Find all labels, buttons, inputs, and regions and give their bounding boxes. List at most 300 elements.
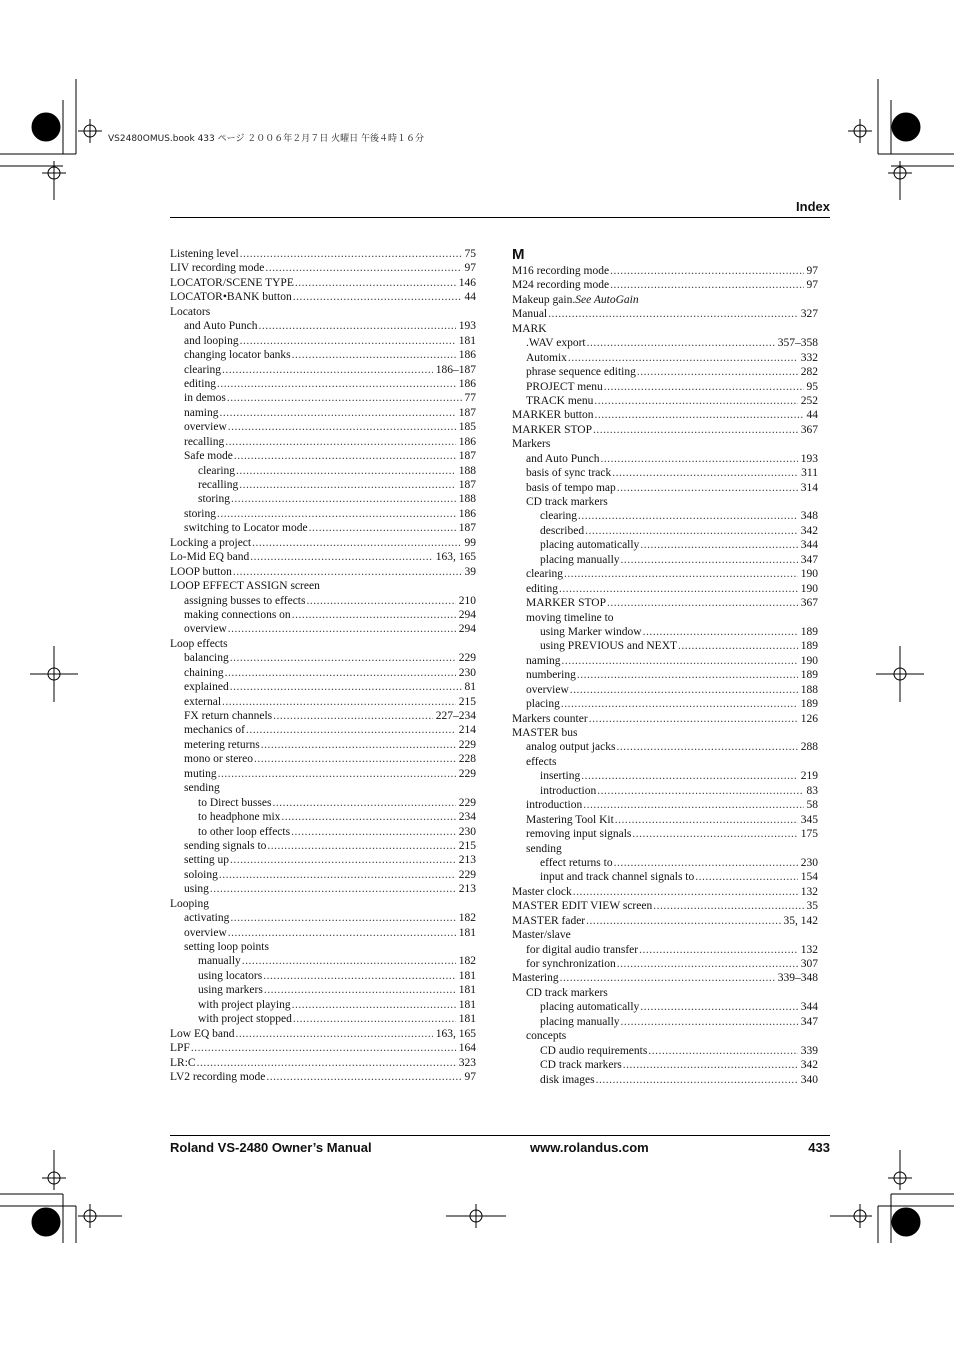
entry-term: CD track markers — [526, 496, 608, 508]
dot-leader — [614, 856, 798, 870]
index-entry — [170, 781, 476, 795]
entry-term: inserting — [540, 770, 581, 783]
entry-term: Automix — [526, 351, 567, 364]
page-reference: 347 — [800, 553, 818, 566]
index-entry — [170, 276, 476, 290]
dot-leader — [258, 319, 455, 333]
index-entry — [512, 928, 818, 942]
page-reference: 234 — [458, 811, 476, 824]
index-entry — [512, 769, 818, 783]
entry-term: sending — [184, 782, 220, 795]
index-entry — [512, 365, 818, 379]
entry-term: soloing — [184, 868, 218, 881]
footer-website: www.rolandus.com — [530, 1140, 649, 1155]
dot-leader — [291, 825, 456, 839]
page-reference: 227–234 — [435, 710, 476, 722]
dot-leader — [640, 1000, 797, 1014]
index-entry — [512, 726, 818, 740]
entry-term: using — [184, 883, 209, 896]
page-reference: 181 — [458, 969, 476, 982]
page-reference: 189 — [800, 669, 818, 682]
index-entry — [512, 278, 818, 292]
index-entry — [512, 596, 818, 610]
entry-term: naming — [526, 654, 561, 667]
dot-leader — [583, 798, 803, 812]
index-entry — [170, 420, 476, 434]
dot-leader — [562, 654, 798, 668]
index-entry — [512, 293, 818, 307]
entry-term: manually — [198, 955, 241, 968]
dot-leader — [261, 738, 456, 752]
page-reference: 339–348 — [777, 972, 818, 985]
index-entry — [170, 767, 476, 781]
page-reference: 213 — [458, 883, 476, 896]
entry-term: FX return channels — [184, 710, 273, 722]
page-reference: 190 — [800, 654, 818, 667]
page-reference: 340 — [800, 1073, 818, 1086]
entry-term: activating — [184, 912, 230, 925]
page-reference: 193 — [800, 452, 818, 465]
entry-term: CD track markers — [540, 1059, 622, 1072]
index-entry — [512, 856, 818, 870]
entry-term: explained — [184, 681, 229, 694]
page-reference: 146 — [458, 276, 476, 289]
index-entry — [512, 885, 818, 899]
footer-page-number: 433 — [808, 1140, 830, 1155]
dot-leader — [560, 971, 775, 985]
index-entry — [170, 492, 476, 506]
entry-term: .WAV export — [526, 337, 586, 350]
index-entry — [512, 914, 818, 928]
entry-term: to headphone mix — [198, 811, 281, 824]
entry-term: placing automatically — [540, 539, 640, 552]
dot-leader — [594, 408, 803, 422]
page-reference: 97 — [464, 262, 476, 275]
index-entry — [170, 406, 476, 420]
index-entry — [512, 466, 818, 480]
index-entry — [170, 348, 476, 362]
dot-leader — [252, 536, 461, 550]
page-reference: 367 — [800, 597, 818, 610]
entry-term: changing locator banks — [184, 349, 291, 362]
dot-leader — [648, 1044, 797, 1058]
dot-leader — [230, 853, 456, 867]
index-entry — [512, 538, 818, 552]
index-entry — [512, 943, 818, 957]
entry-term: basis of sync track — [526, 467, 612, 480]
index-entry — [512, 668, 818, 682]
entry-term: editing — [184, 377, 216, 390]
dot-leader — [568, 351, 798, 365]
dot-leader — [292, 348, 456, 362]
index-entry — [512, 625, 818, 639]
entry-term: Markers — [512, 438, 551, 451]
entry-term: Lo-Mid EQ band — [170, 551, 250, 564]
page-reference: 97 — [806, 279, 818, 292]
index-entry — [512, 611, 818, 625]
page-reference: 344 — [800, 1001, 818, 1014]
page-reference: 190 — [800, 582, 818, 595]
entry-term: overview — [184, 926, 227, 939]
entry-term: MARKER button — [512, 409, 594, 422]
page-reference: 44 — [464, 291, 476, 304]
index-entry — [512, 986, 818, 1000]
index-entry — [170, 449, 476, 463]
index-entry — [170, 594, 476, 608]
dot-leader — [623, 1058, 798, 1072]
entry-term: placing manually — [540, 1015, 620, 1028]
index-entry — [170, 796, 476, 810]
index-entry — [170, 709, 476, 723]
index-entry — [170, 940, 476, 954]
page-reference: 314 — [800, 481, 818, 494]
dot-leader — [561, 697, 798, 711]
dot-leader — [254, 752, 456, 766]
entry-term: removing input signals — [526, 828, 632, 841]
index-entry — [170, 897, 476, 911]
page-reference: 188 — [458, 493, 476, 506]
index-entry — [512, 1000, 818, 1014]
entry-term: Locators — [170, 305, 211, 318]
index-entry — [170, 954, 476, 968]
page-reference: 185 — [458, 421, 476, 434]
letter-heading: M — [512, 246, 525, 263]
index-entry — [512, 870, 818, 884]
dot-leader — [266, 1070, 461, 1084]
entry-term: chaining — [184, 666, 224, 679]
entry-term: basis of tempo map — [526, 481, 616, 494]
page-reference: 288 — [800, 741, 818, 754]
index-entry — [512, 1029, 818, 1043]
entry-term: overview — [184, 421, 227, 434]
page-reference: 348 — [800, 510, 818, 523]
page-reference: 230 — [458, 666, 476, 679]
index-entry — [170, 969, 476, 983]
index-entry — [512, 1015, 818, 1029]
entry-term: Makeup gain. — [512, 293, 576, 306]
entry-term: Markers counter — [512, 712, 588, 725]
dot-leader — [217, 507, 456, 521]
index-column-right — [512, 246, 818, 1087]
dot-leader — [610, 278, 803, 292]
entry-term: MARK — [512, 322, 547, 335]
entry-term: LR:C — [170, 1056, 196, 1069]
dot-leader — [225, 666, 456, 680]
index-entry — [170, 695, 476, 709]
entry-term: making connections on — [184, 608, 291, 621]
index-entry — [512, 899, 818, 913]
index-entry — [170, 247, 476, 261]
page-reference: 81 — [464, 681, 476, 694]
page-reference: 188 — [800, 683, 818, 696]
page-reference: 35, 142 — [783, 914, 818, 927]
index-entry — [170, 738, 476, 752]
index-entry — [512, 697, 818, 711]
index-entry — [170, 680, 476, 694]
page-reference: 229 — [458, 652, 476, 665]
index-entry — [512, 380, 818, 394]
index-entry — [170, 391, 476, 405]
dot-leader — [227, 391, 462, 405]
entry-term: Looping — [170, 897, 209, 910]
page-reference: 186–187 — [435, 363, 476, 376]
entry-term: using locators — [198, 969, 263, 982]
dot-leader — [293, 1012, 456, 1026]
page-reference: 97 — [806, 265, 818, 277]
entry-term: introduction — [526, 799, 583, 812]
page-reference: 307 — [800, 958, 818, 970]
entry-term: for synchronization — [526, 958, 616, 970]
page-reference: 181 — [458, 984, 476, 997]
dot-leader — [219, 868, 456, 882]
index-entry — [512, 639, 818, 653]
index-entry — [512, 1044, 818, 1058]
entry-term: MASTER EDIT VIEW screen — [512, 900, 653, 913]
entry-term: analog output jacks — [526, 741, 616, 754]
dot-leader — [228, 420, 456, 434]
index-entry — [512, 798, 818, 812]
page-reference: 77 — [464, 392, 476, 405]
index-entry — [512, 351, 818, 365]
page-reference: 163, 165 — [435, 551, 476, 564]
dot-leader — [578, 509, 798, 523]
index-entry — [170, 363, 476, 377]
entry-term: Mastering Tool Kit — [526, 813, 614, 826]
dot-leader — [240, 247, 462, 261]
entry-term: clearing — [198, 464, 236, 477]
dot-leader — [653, 899, 803, 913]
dot-leader — [621, 1015, 798, 1029]
page-reference: 342 — [800, 524, 818, 537]
index-entry — [512, 423, 818, 437]
entry-term: external — [184, 695, 222, 708]
page-reference: 189 — [800, 698, 818, 711]
dot-leader — [640, 538, 797, 552]
entry-term: assigning busses to effects — [184, 594, 306, 607]
entry-term: LOOP EFFECT ASSIGN screen — [170, 580, 320, 593]
entry-term: Low EQ band — [170, 1027, 235, 1040]
page-reference: 186 — [458, 377, 476, 390]
index-entry — [512, 524, 818, 538]
entry-term: with project stopped — [198, 1013, 292, 1026]
index-entry — [170, 723, 476, 737]
index-entry — [170, 1012, 476, 1026]
dot-leader — [678, 639, 798, 653]
dot-leader — [272, 796, 455, 810]
index-entry — [512, 553, 818, 567]
entry-term: Mastering — [512, 972, 559, 985]
page-reference: 215 — [458, 695, 476, 708]
entry-term: overview — [184, 623, 227, 636]
page-reference: 294 — [458, 623, 476, 636]
page-reference: 229 — [458, 767, 476, 780]
dot-leader — [564, 567, 798, 581]
index-entry — [512, 481, 818, 495]
index-entry — [512, 582, 818, 596]
entry-term: Master/slave — [512, 929, 571, 942]
dot-leader — [621, 553, 798, 567]
index-entry — [170, 637, 476, 651]
page-reference: 164 — [458, 1042, 476, 1055]
page-reference: 282 — [800, 366, 818, 379]
dot-leader — [228, 926, 456, 940]
page-reference: 229 — [458, 868, 476, 881]
index-entry — [170, 334, 476, 348]
page-reference: 228 — [458, 753, 476, 766]
dot-leader — [604, 380, 804, 394]
see-reference: See AutoGain — [575, 293, 639, 306]
page-reference: 132 — [800, 943, 818, 956]
dot-leader — [246, 723, 456, 737]
entry-term: phrase sequence editing — [526, 366, 636, 379]
index-entry — [170, 536, 476, 550]
index-entry — [512, 827, 818, 841]
footer-manual-title: Roland VS-2480 Owner’s Manual — [170, 1140, 372, 1155]
dot-leader — [632, 827, 797, 841]
page-reference: 83 — [806, 784, 818, 797]
entry-term: CD track markers — [526, 986, 608, 999]
dot-leader — [242, 954, 456, 968]
page-reference: 182 — [458, 955, 476, 968]
index-entry — [170, 1027, 476, 1041]
entry-term: using Marker window — [540, 625, 642, 638]
page-reference: 132 — [800, 885, 818, 898]
page-reference: 188 — [458, 464, 476, 477]
entry-term: LOCATOR/SCENE TYPE — [170, 276, 294, 289]
dot-leader — [597, 784, 803, 798]
dot-leader — [616, 740, 797, 754]
dot-leader — [610, 264, 803, 278]
entry-term: editing — [526, 582, 558, 595]
index-entry — [170, 868, 476, 882]
dot-leader — [225, 435, 456, 449]
dot-leader — [293, 290, 462, 304]
page-reference: 347 — [800, 1015, 818, 1028]
index-entry — [512, 437, 818, 451]
entry-term: placing — [526, 698, 560, 711]
dot-leader — [281, 810, 455, 824]
entry-term: TRACK menu — [526, 394, 594, 407]
dot-leader — [570, 683, 798, 697]
entry-term: effects — [526, 755, 557, 768]
index-entry — [170, 853, 476, 867]
index-entry — [512, 495, 818, 509]
index-entry — [170, 579, 476, 593]
entry-term: concepts — [526, 1030, 567, 1043]
index-entry — [512, 408, 818, 422]
entry-term: numbering — [526, 669, 576, 682]
dot-leader — [267, 839, 455, 853]
entry-term: placing manually — [540, 553, 620, 566]
page-reference: 332 — [800, 351, 818, 364]
index-entry — [170, 435, 476, 449]
page-reference: 327 — [800, 308, 818, 321]
entry-term: placing automatically — [540, 1001, 640, 1014]
entry-term: disk images — [540, 1073, 595, 1086]
dot-leader — [222, 363, 433, 377]
entry-term: with project playing — [198, 998, 291, 1011]
index-column-left — [170, 247, 476, 1084]
dot-leader — [617, 481, 798, 495]
index-entry — [512, 712, 818, 726]
page-reference: 311 — [801, 467, 818, 480]
dot-leader — [581, 769, 798, 783]
page-reference: 75 — [464, 248, 476, 260]
index-entry — [512, 1073, 818, 1087]
entry-term: naming — [184, 406, 219, 419]
dot-leader — [222, 695, 456, 709]
page-reference: 367 — [800, 423, 818, 436]
page-reference: 344 — [800, 539, 818, 552]
entry-term: Loop effects — [170, 637, 228, 650]
index-entry — [512, 971, 818, 985]
entry-term: storing — [184, 507, 216, 520]
page-reference: 181 — [458, 998, 476, 1011]
entry-term: described — [540, 524, 585, 537]
index-entry — [170, 882, 476, 896]
index-entry — [512, 452, 818, 466]
entry-term: and Auto Punch — [184, 320, 258, 333]
page-reference: 99 — [464, 536, 476, 549]
dot-leader — [264, 983, 456, 997]
dot-leader — [250, 550, 433, 564]
dot-leader — [593, 423, 798, 437]
index-entry — [170, 825, 476, 839]
dot-leader — [263, 969, 456, 983]
dot-leader — [273, 709, 433, 723]
index-entry — [170, 622, 476, 636]
entry-term: using PREVIOUS and NEXT — [540, 640, 678, 653]
index-entry — [512, 654, 818, 668]
dot-leader — [239, 478, 456, 492]
entry-term: balancing — [184, 652, 229, 665]
index-entry — [170, 839, 476, 853]
index-entry — [170, 810, 476, 824]
page-reference: 187 — [458, 479, 476, 491]
page-reference: 181 — [458, 1013, 476, 1026]
dot-leader — [617, 957, 798, 971]
index-entry — [512, 1058, 818, 1072]
entry-term: recalling — [184, 435, 225, 448]
index-entry — [170, 983, 476, 997]
page-reference: 95 — [806, 380, 818, 393]
page-reference: 35 — [806, 900, 818, 913]
page-reference: 357–358 — [777, 337, 818, 350]
index-entry — [512, 307, 818, 321]
dot-leader — [210, 882, 456, 896]
entry-term: LOOP button — [170, 565, 232, 578]
index-entry — [170, 565, 476, 579]
page-reference: 186 — [458, 349, 476, 362]
page-reference: 323 — [458, 1056, 476, 1069]
entry-term: switching to Locator mode — [184, 522, 308, 535]
entry-term: M16 recording mode — [512, 265, 610, 277]
page-reference: 181 — [458, 926, 476, 939]
entry-term: and looping — [184, 334, 239, 347]
entry-term: clearing — [526, 568, 564, 581]
entry-term: CD audio requirements — [540, 1044, 648, 1057]
entry-term: mono or stereo — [184, 753, 253, 766]
entry-term: LOCATOR•BANK button — [170, 291, 292, 304]
page-reference: 58 — [806, 799, 818, 812]
entry-term: using markers — [198, 984, 263, 997]
dot-leader — [615, 813, 798, 827]
entry-term: setting up — [184, 854, 230, 867]
entry-term: to Direct busses — [198, 796, 272, 809]
index-entry — [512, 336, 818, 350]
dot-leader — [594, 394, 797, 408]
index-entry — [170, 752, 476, 766]
